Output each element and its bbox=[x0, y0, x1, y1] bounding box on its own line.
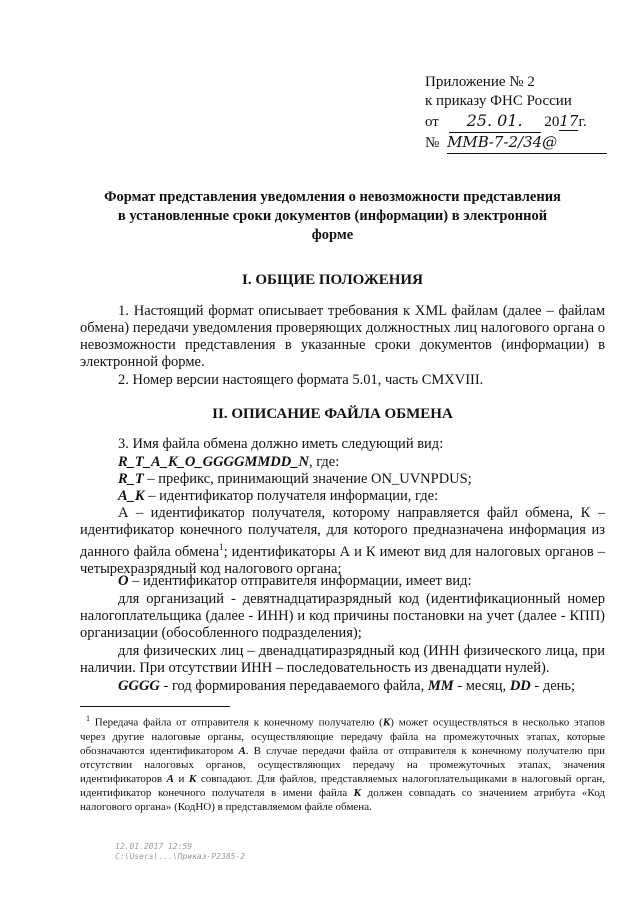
footnote: $^1$ Передача файла от отправителя к конечному получателю (К) может осуществляться в несколько этапов через другие налоговые органы, осуществляющие передачу файла на промежуточных этапах, которые обозначаются идентификатором А. В случае передачи файла от отправителя к конечному получателю при отсутствии налоговых органов, осуществляющих передачу на промежуточных этапах, значения идентификаторов А и К совпадают. Для файлов, представляемых налогоплательщиками в налоговый орган, идентификатор конечного получателя в имени файла К должен совпадать со значением атрибута «Код налогового органа» (КодНО) в представляемом файле обмена. bbox=[80, 714, 606, 813]
footnote-mark: 1 bbox=[86, 714, 90, 723]
handwritten-date: 25. 01. bbox=[466, 111, 523, 130]
handwritten-number: ММВ-7-2/34@ bbox=[447, 133, 558, 151]
footnote-separator bbox=[80, 706, 230, 707]
appendix-order: к приказу ФНС России bbox=[425, 93, 572, 109]
appendix-block bbox=[425, 73, 625, 154]
section1-heading: I. ОБЩИЕ ПОЛОЖЕНИЯ bbox=[242, 272, 423, 288]
section1-paragraph2: 2. Номер версии настоящего формата 5.01, часть CMXVIII. bbox=[118, 372, 484, 388]
footnote-ref: 1 bbox=[219, 542, 224, 552]
handwritten-year: 17 bbox=[559, 112, 579, 130]
appendix-date: от 25. 01. 2017г. bbox=[425, 111, 625, 133]
file-name-pattern: R_T_A_K_O_GGGGMMDD_N, где: bbox=[118, 454, 340, 470]
scan-stamp: 12.01.2017 12:59 C:\Users\...\Приказ-Р2385-2 bbox=[115, 842, 246, 861]
section2-heading: II. ОПИСАНИЕ ФАЙЛА ОБМЕНА bbox=[212, 406, 453, 422]
gggg-definition: GGGG - год формирования передаваемого файла, MM - месяц, DD - день; bbox=[118, 678, 576, 694]
section2-paragraph3: 3. Имя файла обмена должно иметь следующий вид: bbox=[118, 436, 444, 452]
section1-paragraph1: 1. Настоящий формат описывает требования к XML файлам (далее – файлам обмена) передачи уведомления проверяющих должностных лиц налогового органа о невозможности представления в указанные сроки документов (информации) в электронной форме. bbox=[80, 303, 605, 370]
document-title: Формат представления уведомления о невозможности представления в установленные сроки документов (информации) в электронной форме bbox=[104, 189, 561, 243]
appendix-title: Приложение № 2 bbox=[425, 74, 535, 90]
ak-definition: A_K – идентификатор получателя информации, где: bbox=[118, 488, 439, 504]
individual-description: для физических лиц – двенадцатиразрядный код (ИНН физического лица, при наличии. При отсутствии ИНН – последовательность из двенадцати нулей). bbox=[80, 643, 605, 676]
o-definition: O – идентификатор отправителя информации, имеет вид: bbox=[118, 573, 472, 589]
a-k-description: А – идентификатор получателя, которому направляется файл обмена, К – идентификатор конечного получателя, для которого предназначена информация из данного файла обмена$^1$; идентификаторы А и К имеют вид для налоговых органов – четырехразрядный код налогового органа; bbox=[80, 505, 605, 577]
appendix-number: № ММВ-7-2/34@ bbox=[425, 133, 625, 154]
organization-description: для организаций - девятнадцатиразрядный код (идентификационный номер налогоплательщика (далее - ИНН) и код причины постановки на учет (далее - КПП) организации (обособленного подразделения); bbox=[80, 591, 605, 641]
rt-definition: R_T – префикс, принимающий значение ON_UVNPDUS; bbox=[118, 471, 472, 487]
